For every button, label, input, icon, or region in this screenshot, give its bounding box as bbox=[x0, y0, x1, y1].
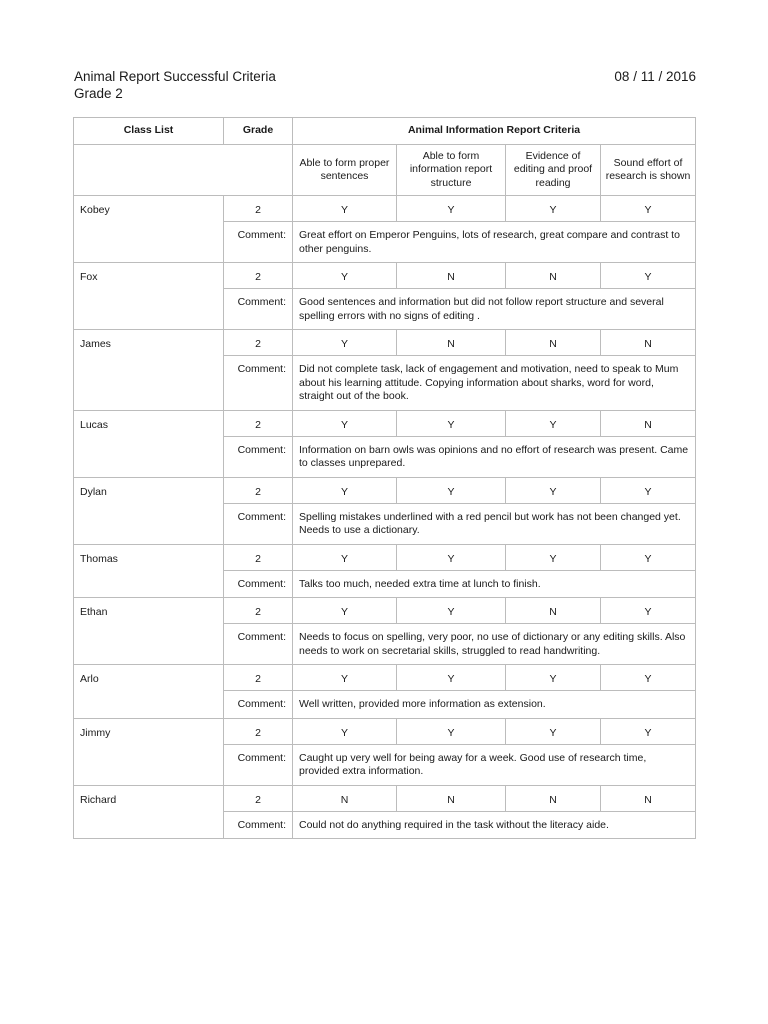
criterion-mark: N bbox=[506, 263, 601, 289]
student-grade: 2 bbox=[224, 410, 293, 436]
student-name: Kobey bbox=[74, 196, 224, 263]
student-comment: Could not do anything required in the task without the literacy aide. bbox=[293, 811, 696, 839]
criterion-mark: N bbox=[397, 263, 506, 289]
criterion-mark: Y bbox=[293, 263, 397, 289]
student-grade: 2 bbox=[224, 718, 293, 744]
criteria-header-row bbox=[74, 145, 696, 196]
comment-label: Comment: bbox=[224, 356, 293, 411]
criteria-table bbox=[73, 117, 696, 839]
criterion-mark: Y bbox=[397, 196, 506, 222]
student-grade: 2 bbox=[224, 196, 293, 222]
student-row bbox=[74, 544, 696, 570]
criterion-header: Sound effort of research is shown bbox=[601, 145, 696, 196]
criterion-mark: Y bbox=[293, 196, 397, 222]
criterion-mark: Y bbox=[601, 196, 696, 222]
student-comment: Talks too much, needed extra time at lunch to finish. bbox=[293, 570, 696, 598]
student-row bbox=[74, 477, 696, 503]
criterion-mark: N bbox=[293, 785, 397, 811]
criterion-mark: Y bbox=[601, 477, 696, 503]
student-name: Richard bbox=[74, 785, 224, 839]
criterion-mark: Y bbox=[293, 477, 397, 503]
comment-label: Comment: bbox=[224, 570, 293, 598]
criterion-header: Able to form proper sentences bbox=[293, 145, 397, 196]
criterion-mark: Y bbox=[506, 665, 601, 691]
criterion-header: Able to form information report structure bbox=[397, 145, 506, 196]
criterion-mark: Y bbox=[397, 718, 506, 744]
student-row bbox=[74, 410, 696, 436]
comment-label: Comment: bbox=[224, 222, 293, 263]
student-grade: 2 bbox=[224, 263, 293, 289]
class-list-header: Class List bbox=[74, 118, 224, 145]
criterion-mark: N bbox=[506, 785, 601, 811]
comment-label: Comment: bbox=[224, 624, 293, 665]
student-comment: Good sentences and information but did not follow report structure and several spelling errors with no signs of editing . bbox=[293, 289, 696, 330]
student-grade: 2 bbox=[224, 330, 293, 356]
criterion-mark: Y bbox=[397, 598, 506, 624]
criterion-mark: Y bbox=[293, 330, 397, 356]
comment-label: Comment: bbox=[224, 436, 293, 477]
criterion-mark: Y bbox=[397, 544, 506, 570]
student-name: Jimmy bbox=[74, 718, 224, 785]
criterion-mark: Y bbox=[397, 477, 506, 503]
student-row bbox=[74, 196, 696, 222]
comment-label: Comment: bbox=[224, 691, 293, 719]
student-row bbox=[74, 785, 696, 811]
criterion-mark: Y bbox=[506, 477, 601, 503]
student-comment: Needs to focus on spelling, very poor, no use of dictionary or any editing skills. Also needs to work on secretarial skills, struggled to read handwriting. bbox=[293, 624, 696, 665]
criterion-mark: Y bbox=[293, 718, 397, 744]
student-comment: Well written, provided more information as extension. bbox=[293, 691, 696, 719]
criterion-header: Evidence of editing and proof reading bbox=[506, 145, 601, 196]
document-date: 08 / 11 / 2016 bbox=[614, 69, 696, 84]
criterion-mark: Y bbox=[601, 598, 696, 624]
criterion-mark: Y bbox=[601, 665, 696, 691]
criterion-mark: N bbox=[601, 330, 696, 356]
criterion-mark: Y bbox=[601, 544, 696, 570]
document-grade: Grade 2 bbox=[74, 86, 123, 101]
criterion-mark: N bbox=[601, 785, 696, 811]
student-row bbox=[74, 718, 696, 744]
criterion-mark: Y bbox=[506, 196, 601, 222]
student-comment: Did not complete task, lack of engagement and motivation, need to speak to Mum about his learning attitude. Copying information about sharks, word for word, straight out of the book. bbox=[293, 356, 696, 411]
student-comment: Caught up very well for being away for a week. Good use of research time, provided extra information. bbox=[293, 744, 696, 785]
criteria-header-spacer bbox=[74, 145, 293, 196]
student-rows bbox=[74, 196, 696, 839]
comment-label: Comment: bbox=[224, 503, 293, 544]
comment-label: Comment: bbox=[224, 744, 293, 785]
criterion-mark: N bbox=[397, 785, 506, 811]
criterion-mark: Y bbox=[397, 665, 506, 691]
criteria-group-header: Animal Information Report Criteria bbox=[293, 118, 696, 145]
criterion-mark: Y bbox=[601, 263, 696, 289]
criterion-mark: Y bbox=[506, 544, 601, 570]
table-header-row bbox=[74, 118, 696, 145]
student-name: Ethan bbox=[74, 598, 224, 665]
criterion-mark: N bbox=[506, 598, 601, 624]
student-comment: Information on barn owls was opinions and no effort of research was present. Came to classes unprepared. bbox=[293, 436, 696, 477]
student-name: Dylan bbox=[74, 477, 224, 544]
criterion-mark: N bbox=[601, 410, 696, 436]
student-name: Arlo bbox=[74, 665, 224, 719]
student-grade: 2 bbox=[224, 785, 293, 811]
student-grade: 2 bbox=[224, 598, 293, 624]
student-row bbox=[74, 263, 696, 289]
criterion-mark: Y bbox=[506, 718, 601, 744]
grade-header: Grade bbox=[224, 118, 293, 145]
student-row bbox=[74, 665, 696, 691]
criterion-mark: N bbox=[506, 330, 601, 356]
student-name: Fox bbox=[74, 263, 224, 330]
student-comment: Spelling mistakes underlined with a red pencil but work has not been changed yet. Needs to use a dictionary. bbox=[293, 503, 696, 544]
student-name: James bbox=[74, 330, 224, 411]
comment-label: Comment: bbox=[224, 289, 293, 330]
criterion-mark: Y bbox=[293, 665, 397, 691]
student-grade: 2 bbox=[224, 665, 293, 691]
student-name: Thomas bbox=[74, 544, 224, 598]
criterion-mark: Y bbox=[293, 598, 397, 624]
criterion-mark: Y bbox=[601, 718, 696, 744]
student-row bbox=[74, 330, 696, 356]
student-grade: 2 bbox=[224, 477, 293, 503]
student-comment: Great effort on Emperor Penguins, lots of research, great compare and contrast to other penguins. bbox=[293, 222, 696, 263]
criterion-mark: Y bbox=[506, 410, 601, 436]
criterion-mark: Y bbox=[293, 544, 397, 570]
criterion-mark: Y bbox=[397, 410, 506, 436]
criterion-mark: Y bbox=[293, 410, 397, 436]
document-title: Animal Report Successful Criteria bbox=[74, 69, 276, 84]
student-grade: 2 bbox=[224, 544, 293, 570]
criterion-mark: N bbox=[397, 330, 506, 356]
student-name: Lucas bbox=[74, 410, 224, 477]
student-row bbox=[74, 598, 696, 624]
comment-label: Comment: bbox=[224, 811, 293, 839]
